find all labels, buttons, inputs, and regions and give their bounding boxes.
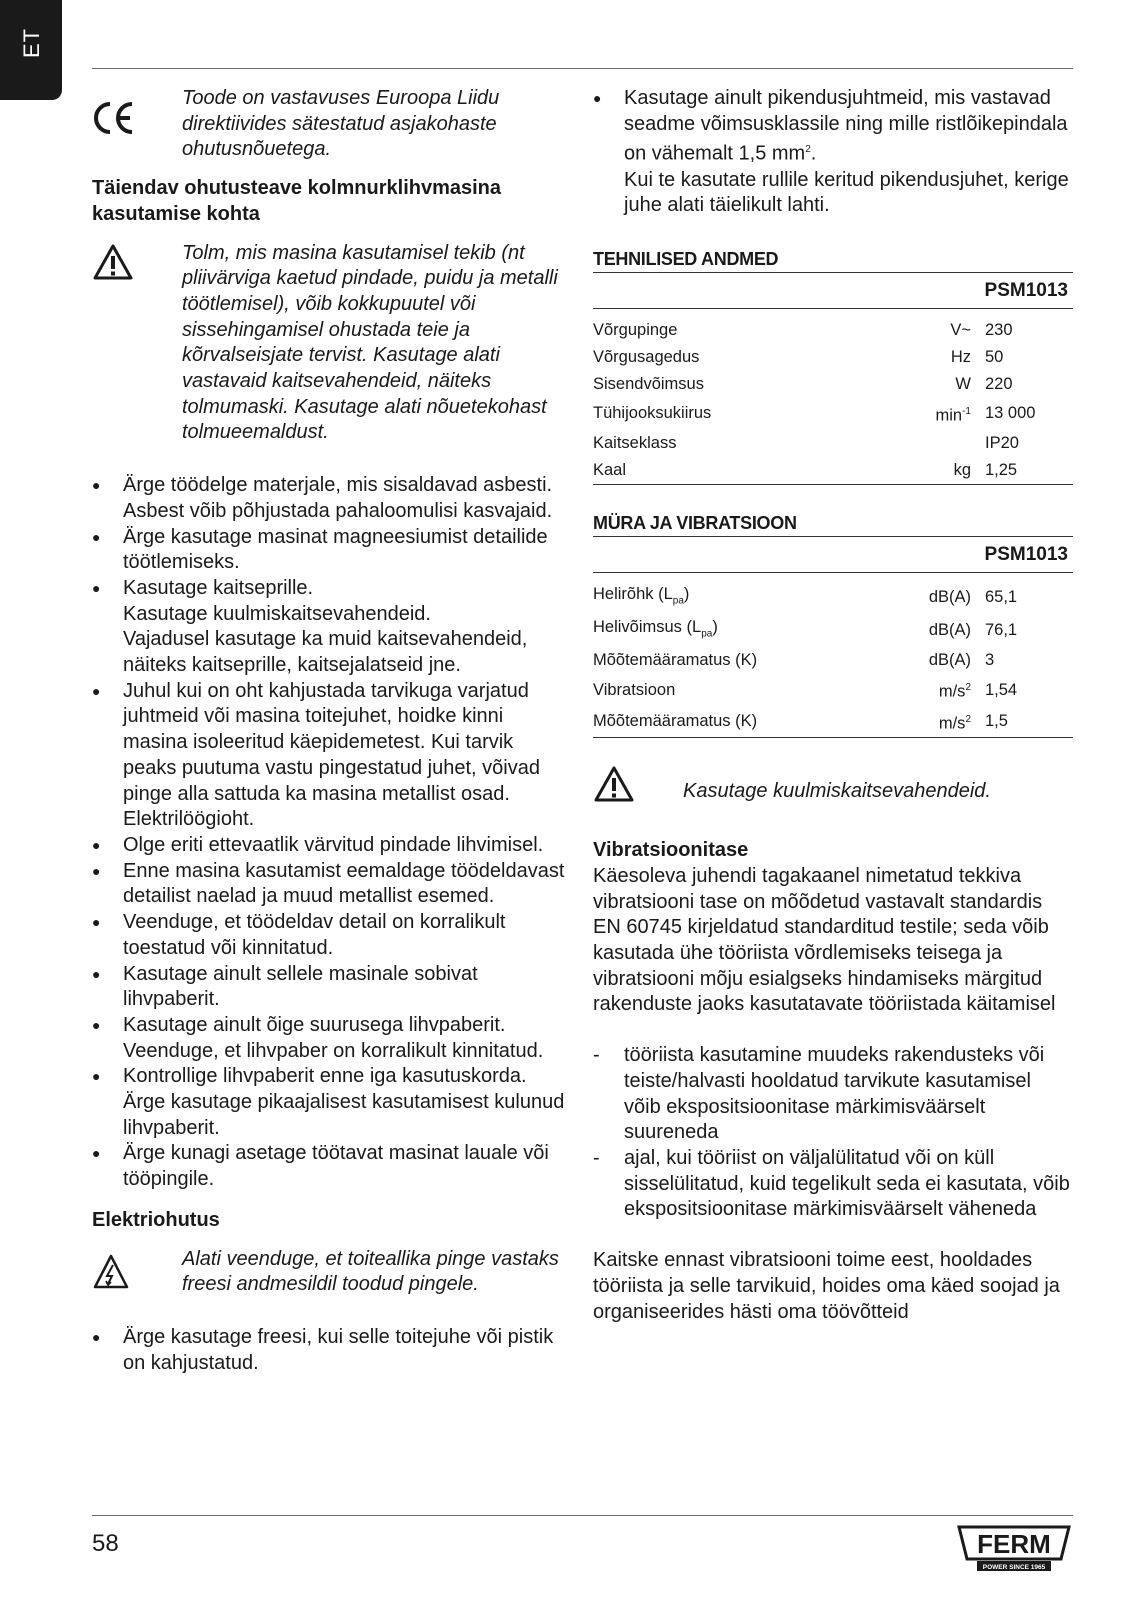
tech-data-rows <box>593 317 1073 484</box>
voltage-warning-text: Alati veenduge, et toiteallika pinge vastaks freesi andmesildil toodud pingele. <box>182 1247 559 1296</box>
ce-mark-icon <box>92 86 182 163</box>
extension-cord-bullet <box>593 86 1073 219</box>
table-row: Vibratsioon $m/s^2$ 1,54 <box>593 680 1018 701</box>
list-item: ● Enne masina kasutamist eemaldage töödeldavast detailist naelad ja muud metallist esemed. <box>92 859 572 910</box>
right-column <box>593 86 1073 1325</box>
list-item: ● Juhul kui on oht kahjustada tarvikuga varjatud juhtmeid või masina toitejuhet, hoidke kinni masina isoleeritud käepidemetest. Kui tarvik peaks puutuma vastu pingestatud juhet, võivad pinge alla sattuda ka masina metallist osad. Elektrilöögioht. <box>92 679 572 833</box>
vibration-text: Käesoleva juhendi tagakaanel nimetatud tekkiva vibratsiooni tase on mõõdetud vastavalt standardis EN 60745 kirjeldatud standarditud testile; seda võib kasutada ühe tööriista võrdlemiseks teisega ja vibratsiooni mõju esialgseks hindamiseks märgitud rakenduste jaoks kasutatavate tööriistada käitamisel <box>593 864 1056 1016</box>
list-item: ● Kasutage ainult pikendusjuhtmeid, mis vastavad seadme võimsusklassile ning mille ristlõikepindala on vähemalt 1,5 $mm^2$. Kui te kasutate rullile keritud pikendusjuhet, kerige juhe alati täielikult lahti. <box>593 86 1073 219</box>
table-row: Helirõhk $(L_{pa})$ dB(A) 65,1 <box>593 584 1018 606</box>
table-row: Tühijooksukiirus $\min^{-1}$ 13 000 <box>593 404 1036 425</box>
language-tab <box>0 0 62 100</box>
section-heading-electrical: Elektriohutus <box>92 1208 220 1231</box>
table-row: Kaitseklass IP20 <box>593 433 1019 452</box>
warning-triangle-icon <box>593 765 683 808</box>
list-item: ● Kasutage kaitseprille. Kasutage kuulmiskaitsevahendeid. Vajadusel kasutage ka muid kaitsevahendeid, näiteks kaitseprille, kaitsejalatseid jne. <box>92 576 572 679</box>
vibration-dash-list <box>593 1043 1073 1223</box>
table-end-rule <box>593 737 1073 738</box>
top-rule <box>92 68 1073 69</box>
list-item: - ajal, kui tööriist on väljalülitatud või on küll sisselülitatud, kuid tegelikult seda ei kasutata, võib ekspositsioonitase märkimisväärselt väheneda <box>593 1146 1073 1223</box>
language-code: ET <box>19 27 44 58</box>
noise-title: MÜRA JA VIBRATSIOON <box>593 513 1073 537</box>
page-number: 58 <box>92 1530 119 1557</box>
table-row: Helivõimsus $(L_{pa})$ dB(A) 76,1 <box>593 617 1018 640</box>
tech-data-model: PSM1013 <box>593 273 1073 309</box>
ce-note-text: Toode on vastavuses Euroopa Liidu direktiivides sätestatud asjakohaste ohutusnõuetega. <box>182 87 500 161</box>
logo-tagline-text: POWER SINCE 1965 <box>982 1564 1046 1571</box>
list-item: ● Ärge kasutage freesi, kui selle toitejuhe või pistik on kahjustatud. <box>92 1325 572 1376</box>
list-item: ● Veenduge, et töödeldav detail on korralikult toestatud või kinnitatud. <box>92 910 572 961</box>
table-row: Kaal kg 1,25 <box>593 460 1018 479</box>
list-item: ● Kasutage ainult sellele masinale sobivat lihvpaberit. <box>92 962 572 1013</box>
bottom-rule <box>92 1515 1073 1516</box>
section-heading-safety: Täiendav ohutusteave kolmnurklihvmasina kasutamise kohta <box>92 177 502 225</box>
table-row: Mõõtemääramatus (K) dB(A) 3 <box>593 651 995 670</box>
noise-vibration-table <box>593 513 1073 739</box>
vibration-heading: Vibratsioonitase <box>593 839 749 862</box>
list-item: ● Kontrollige lihvpaberit enne iga kasutuskorda. Ärge kasutage pikaajalisest kasutamisest kulunud lihvpaberit. <box>92 1064 572 1141</box>
electrical-bullet-list <box>92 1325 572 1376</box>
closing-text: Kaitske ennast vibratsiooni toime eest, hooldades tööriista ja selle tarvikuid, hoides oma käed soojad ja organiseerides hästi oma töövõtteid <box>593 1249 1060 1323</box>
table-row: Võrgusagedus Hz 50 <box>593 348 1004 367</box>
logo-brand-text: FERM <box>977 1529 1051 1559</box>
table-row: Võrgupinge V~ 230 <box>593 321 1013 340</box>
electric-hazard-icon <box>92 1247 182 1298</box>
hearing-warning <box>593 765 1073 808</box>
ferm-logo <box>955 1523 1073 1575</box>
list-item: ● Ärge töödelge materjale, mis sisaldavad asbesti. Asbest võib põhjustada pahaloomulisi kasvajaid. <box>92 473 572 524</box>
list-item: - tööriista kasutamine muudeks rakendusteks või teiste/halvasti hooldatud tarvikute kasutamisel võib ekspositsioonitase märkimisväärselt suureneda <box>593 1043 1073 1146</box>
ce-notice <box>92 86 572 163</box>
table-end-rule <box>593 484 1073 485</box>
tech-data-title: TEHNILISED ANDMED <box>593 249 1073 273</box>
dust-warning-text: Tolm, mis masina kasutamisel tekib (nt pliivärviga kaetud pindade, puidu ja metalli töötlemisel), võib kokkupuutel või sissehingamisel ohustada teie ja kõrvalseisjate tervist. Kasutage alati vastavaid kaitsevahendeid, näiteks tolmumaski. Kasutage alati nõuetekohast tolmueemaldust. <box>182 241 558 444</box>
warning-triangle-icon <box>92 241 182 447</box>
voltage-warning <box>92 1247 572 1298</box>
list-item: ● Olge eriti ettevaatlik värvitud pindade lihvimisel. <box>92 833 572 859</box>
tech-data-table <box>593 249 1073 485</box>
safety-bullet-list <box>92 473 572 1193</box>
list-item: ● Ärge kunagi asetage töötavat masinat lauale või tööpingile. <box>92 1141 572 1192</box>
table-row: Mõõtemääramatus (K) $m/s^2$ 1,5 <box>593 712 1008 733</box>
left-column <box>92 86 572 1376</box>
noise-model: PSM1013 <box>593 537 1073 573</box>
dust-warning <box>92 241 572 447</box>
table-row: Sisendvõimsus W 220 <box>593 375 1013 394</box>
hearing-warning-text: Kasutage kuulmiskaitsevahendeid. <box>683 780 991 803</box>
list-item: ● Ärge kasutage masinat magneesiumist detailide töötlemiseks. <box>92 525 572 576</box>
noise-rows <box>593 581 1073 738</box>
list-item: ● Kasutage ainult õige suurusega lihvpaberit. Veenduge, et lihvpaber on korralikult kinnitatud. <box>92 1013 572 1064</box>
